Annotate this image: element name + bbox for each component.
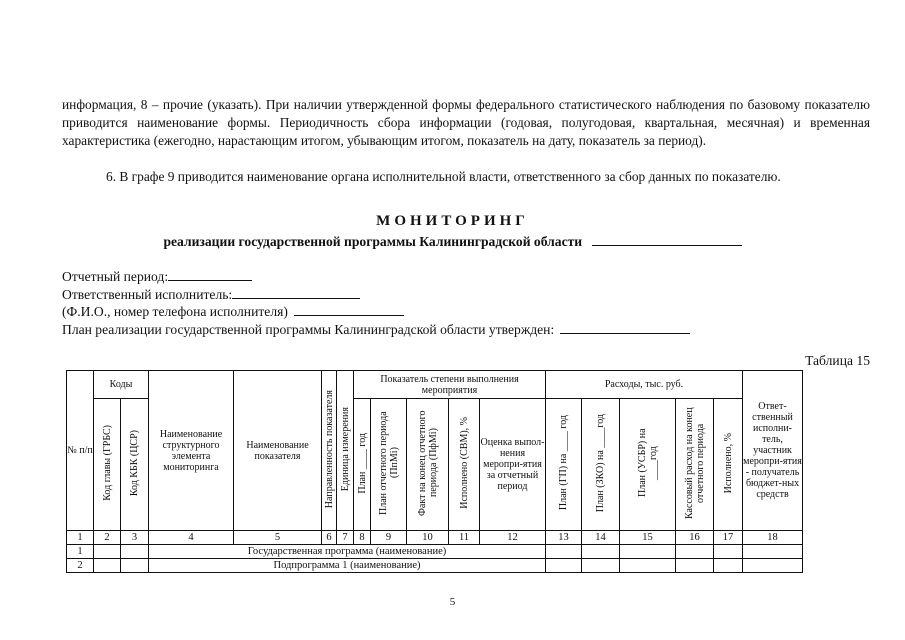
col-number: 18 [743, 531, 803, 545]
col-number: 2 [94, 531, 121, 545]
document-title: МОНИТОРИНГ [376, 213, 529, 229]
col-number: 12 [480, 531, 546, 545]
header-codes: Коды [94, 371, 149, 399]
document-subtitle [0, 234, 905, 250]
col-number: 11 [449, 531, 480, 545]
header-direction [322, 371, 337, 531]
header-done-svm [449, 399, 480, 531]
monitoring-table [66, 370, 803, 573]
header-row-1 [67, 371, 803, 399]
page-number: 5 [449, 596, 456, 608]
paragraph-column-9: 6. В графе 9 приводится наименование органа исполнительной власти, ответственного за сбор данных по показателю. [106, 169, 781, 184]
plan-year-text: План ____ год [356, 432, 368, 494]
col-number: 1 [67, 531, 94, 545]
col-number: 15 [620, 531, 676, 545]
executor-blank [232, 287, 360, 299]
field-executor [62, 286, 360, 303]
header-plan-gp [546, 399, 582, 531]
col-number: 14 [582, 531, 620, 545]
plan-label: План реализации государственной программы Калининградской области утвержден: [62, 322, 555, 337]
col-number: 17 [714, 531, 743, 545]
header-unit [337, 371, 354, 531]
col-number: 3 [121, 531, 149, 545]
period-blank [168, 269, 252, 281]
header-grbs [94, 399, 121, 531]
col-number: 4 [149, 531, 234, 545]
col-number: 9 [371, 531, 407, 545]
header-expenses: Расходы, тыс. руб. [546, 371, 743, 399]
header-assessment: Оценка выпол-нения меропри-ятия за отчетный период [480, 399, 546, 531]
table-row [67, 545, 803, 559]
header-done-pct [714, 399, 743, 531]
plan-usbr-text: План (УСБР) на ____год [636, 428, 659, 498]
unit-text: Единица измерения [339, 406, 351, 492]
table-row [67, 559, 803, 573]
row-label: Подпрограмма 1 (наименование) [149, 559, 546, 573]
field-plan [62, 321, 690, 338]
period-label: Отчетный период: [62, 269, 169, 284]
col-number: 16 [676, 531, 714, 545]
grbs-text: Код главы (ГРБС) [101, 425, 113, 501]
header-plan-usbr [620, 399, 676, 531]
row-num: 1 [67, 545, 94, 559]
plan-zko-text: План (ЗКО) на ____год [595, 413, 606, 513]
plan-period-text: План отчетного периода (ПпМi) [377, 411, 400, 515]
kbk-text: Код КБК (ЦСР) [129, 429, 140, 497]
col-number: 6 [322, 531, 337, 545]
header-responsible: Ответ-ственный исполни-тель, участник меропри-ятия - получатель бюджет-ных средств [743, 371, 803, 531]
subtitle-text: реализации государственной программы Калининградской области [163, 234, 583, 249]
col-number: 8 [354, 531, 371, 545]
col-number: 7 [337, 531, 354, 545]
col-number: 5 [234, 531, 322, 545]
program-name-blank [592, 234, 742, 246]
paragraph-periodicity: информация, 8 – прочие (указать). При наличии утвержденной формы федерального статистического наблюдения по базовому показателю приводится наименование формы. Периодичность сбора информации (годовая, полугодовая, квартальная, месячная) и временная характеристика (ежегодно, нарастающим итогом, убывающим итогом, показатель на дату, показатель за период). [62, 97, 870, 148]
plan-blank [560, 322, 690, 334]
col-number: 13 [546, 531, 582, 545]
header-cash [676, 399, 714, 531]
col-number: 10 [407, 531, 449, 545]
header-plan-year [354, 399, 371, 531]
done-svm-text: Исполнено (СВМ), % [458, 417, 470, 509]
fio-label: (Ф.И.О., номер телефона исполнителя) [62, 304, 288, 319]
direction-text: Направленность показателя [323, 389, 335, 509]
header-kbk [121, 399, 149, 531]
cash-text: Кассовый расход на конец отчетного периода [683, 407, 706, 519]
row-label: Государственная программа (наименование) [149, 545, 546, 559]
header-num: № п/п [67, 371, 94, 531]
field-fio [62, 303, 404, 320]
header-indicator: Наименование показателя [234, 371, 322, 531]
fio-blank [294, 304, 404, 316]
header-plan-zko [582, 399, 620, 531]
executor-label: Ответственный исполнитель: [62, 287, 233, 302]
done-pct-text: Исполнено, % [722, 432, 734, 494]
header-degree: Показатель степени выполнения мероприятия [354, 371, 546, 399]
header-element: Наименование структурного элемента мониторинга [149, 371, 234, 531]
row-num: 2 [67, 559, 94, 573]
table-caption: Таблица 15 [805, 353, 870, 368]
header-fact [407, 399, 449, 531]
fact-text: Факт на конец отчетного периода (ПфМi) [416, 410, 439, 516]
field-period [62, 268, 252, 285]
header-plan-period [371, 399, 407, 531]
column-numbers-row [67, 531, 803, 545]
plan-gp-text: План (ГП) на ____ год [558, 415, 569, 511]
